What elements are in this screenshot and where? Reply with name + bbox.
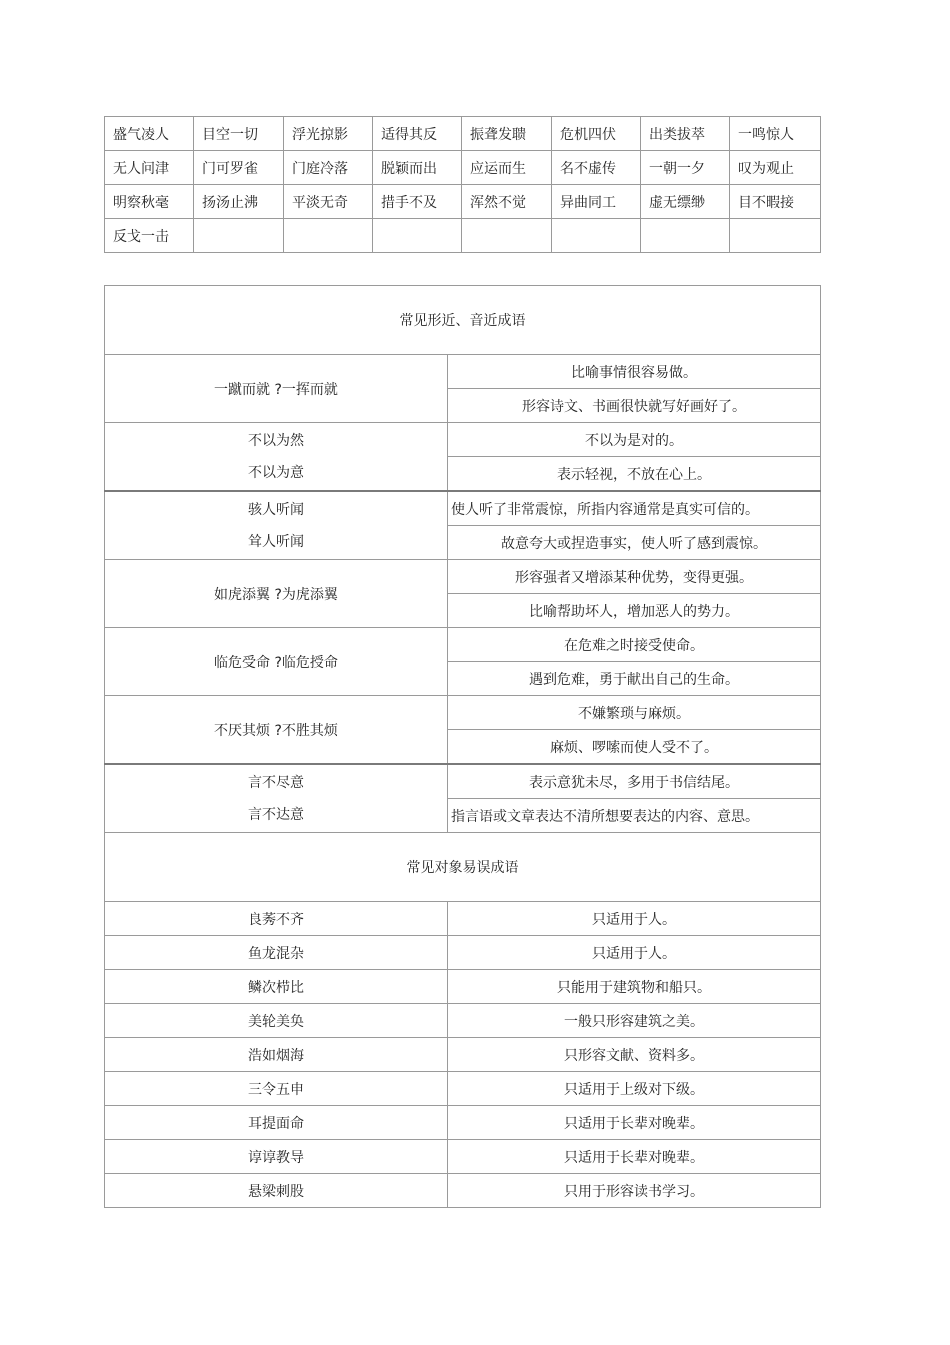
meaning-cell: 形容诗文、书画很快就写好画好了。	[448, 389, 821, 423]
table-row	[105, 902, 821, 936]
idiom-cell	[641, 219, 730, 253]
idiom-text: 言不达意	[248, 806, 304, 823]
idiom-text: 骇人听闻	[248, 501, 304, 518]
idiom-cell: 适得其反	[373, 117, 462, 151]
idiom-grid-row	[105, 151, 821, 185]
meaning-cell: 故意夸大或捏造事实，使人听了感到震惊。	[448, 526, 821, 560]
idiom-text: 不以为意	[248, 464, 304, 481]
table-row	[105, 936, 821, 970]
idiom-cell: 名不虚传	[552, 151, 641, 185]
idiom-pair	[105, 423, 448, 492]
usage-cell: 只适用于人。	[448, 902, 821, 936]
idiom-cell	[730, 219, 821, 253]
table-row	[105, 1038, 821, 1072]
idiom-pair	[105, 764, 448, 833]
meaning-cell: 表示意犹未尽，多用于书信结尾。	[448, 764, 821, 799]
idiom-cell: 措手不及	[373, 185, 462, 219]
idiom-cell: 目不暇接	[730, 185, 821, 219]
idiom-pair: 不厌其烦 ?不胜其烦	[105, 696, 448, 765]
idiom-pair: 如虎添翼 ?为虎添翼	[105, 560, 448, 628]
usage-cell: 只适用于长辈对晚辈。	[448, 1140, 821, 1174]
idiom-cell: 鱼龙混杂	[105, 936, 448, 970]
table-row	[105, 1140, 821, 1174]
meaning-cell: 表示轻视，不放在心上。	[448, 457, 821, 492]
table-row	[105, 355, 821, 389]
idiom-cell	[462, 219, 552, 253]
idiom-cell: 耳提面命	[105, 1106, 448, 1140]
idiom-cell: 良莠不齐	[105, 902, 448, 936]
idiom-cell: 谆谆教导	[105, 1140, 448, 1174]
table-row	[105, 628, 821, 662]
idiom-cell: 一朝一夕	[641, 151, 730, 185]
idiom-cell	[194, 219, 284, 253]
section-header-row	[105, 833, 821, 902]
idiom-cell: 明察秋毫	[105, 185, 194, 219]
idiom-cell	[284, 219, 373, 253]
idiom-text: 耸人听闻	[248, 533, 304, 550]
idiom-cell: 浮光掠影	[284, 117, 373, 151]
idiom-cell: 浩如烟海	[105, 1038, 448, 1072]
usage-cell: 只适用于人。	[448, 936, 821, 970]
meaning-cell: 不嫌繁琐与麻烦。	[448, 696, 821, 730]
meaning-cell: 形容强者又增添某种优势，变得更强。	[448, 560, 821, 594]
table-row	[105, 491, 821, 526]
meaning-cell: 在危难之时接受使命。	[448, 628, 821, 662]
idiom-cell: 鳞次栉比	[105, 970, 448, 1004]
idiom-pair: 临危受命 ?临危授命	[105, 628, 448, 696]
meaning-cell: 比喻事情很容易做。	[448, 355, 821, 389]
idiom-grid-row	[105, 117, 821, 151]
table-row	[105, 1072, 821, 1106]
meaning-cell: 比喻帮助坏人，增加恶人的势力。	[448, 594, 821, 628]
table-row	[105, 764, 821, 799]
idiom-cell: 门可罗雀	[194, 151, 284, 185]
usage-cell: 只形容文献、资料多。	[448, 1038, 821, 1072]
idiom-text: 言不尽意	[248, 774, 304, 791]
idiom-cell: 无人问津	[105, 151, 194, 185]
idiom-cell: 反戈一击	[105, 219, 194, 253]
idiom-grid-row	[105, 185, 821, 219]
usage-cell: 只适用于长辈对晚辈。	[448, 1106, 821, 1140]
idiom-cell: 美轮美奂	[105, 1004, 448, 1038]
idiom-cell: 异曲同工	[552, 185, 641, 219]
meaning-cell: 麻烦、啰嗦而使人受不了。	[448, 730, 821, 765]
idiom-cell: 虚无缥缈	[641, 185, 730, 219]
section-title-similar: 常见形近、音近成语	[105, 286, 821, 355]
table-row	[105, 970, 821, 1004]
idiom-grid-row	[105, 219, 821, 253]
idiom-explanation-table	[104, 285, 821, 1208]
usage-cell: 一般只形容建筑之美。	[448, 1004, 821, 1038]
table-row	[105, 696, 821, 730]
meaning-cell: 指言语或文章表达不清所想要表达的内容、意思。	[448, 799, 821, 833]
idiom-text: 不以为然	[248, 432, 304, 449]
idiom-cell: 振聋发聩	[462, 117, 552, 151]
idiom-cell: 一鸣惊人	[730, 117, 821, 151]
meaning-cell: 不以为是对的。	[448, 423, 821, 457]
table-row	[105, 560, 821, 594]
idiom-cell: 危机四伏	[552, 117, 641, 151]
meaning-cell: 使人听了非常震惊，所指内容通常是真实可信的。	[448, 491, 821, 526]
usage-cell: 只用于形容读书学习。	[448, 1174, 821, 1208]
idiom-cell: 平淡无奇	[284, 185, 373, 219]
idiom-cell	[552, 219, 641, 253]
idiom-cell: 悬梁刺股	[105, 1174, 448, 1208]
idiom-pair	[105, 491, 448, 560]
idiom-cell: 应运而生	[462, 151, 552, 185]
table-row	[105, 1004, 821, 1038]
section-title-object: 常见对象易误成语	[105, 833, 821, 902]
idiom-grid	[104, 116, 821, 253]
table-row	[105, 1106, 821, 1140]
table-row	[105, 1174, 821, 1208]
idiom-cell: 浑然不觉	[462, 185, 552, 219]
idiom-pair: 一蹴而就 ?一挥而就	[105, 355, 448, 423]
idiom-cell: 脱颖而出	[373, 151, 462, 185]
idiom-cell: 盛气凌人	[105, 117, 194, 151]
idiom-cell	[373, 219, 462, 253]
idiom-cell: 目空一切	[194, 117, 284, 151]
idiom-cell: 叹为观止	[730, 151, 821, 185]
section-header-row	[105, 286, 821, 355]
usage-cell: 只能用于建筑物和船只。	[448, 970, 821, 1004]
idiom-cell: 出类拔萃	[641, 117, 730, 151]
usage-cell: 只适用于上级对下级。	[448, 1072, 821, 1106]
meaning-cell: 遇到危难，勇于献出自己的生命。	[448, 662, 821, 696]
table-row	[105, 423, 821, 457]
idiom-cell: 三令五申	[105, 1072, 448, 1106]
idiom-cell: 扬汤止沸	[194, 185, 284, 219]
idiom-cell: 门庭冷落	[284, 151, 373, 185]
